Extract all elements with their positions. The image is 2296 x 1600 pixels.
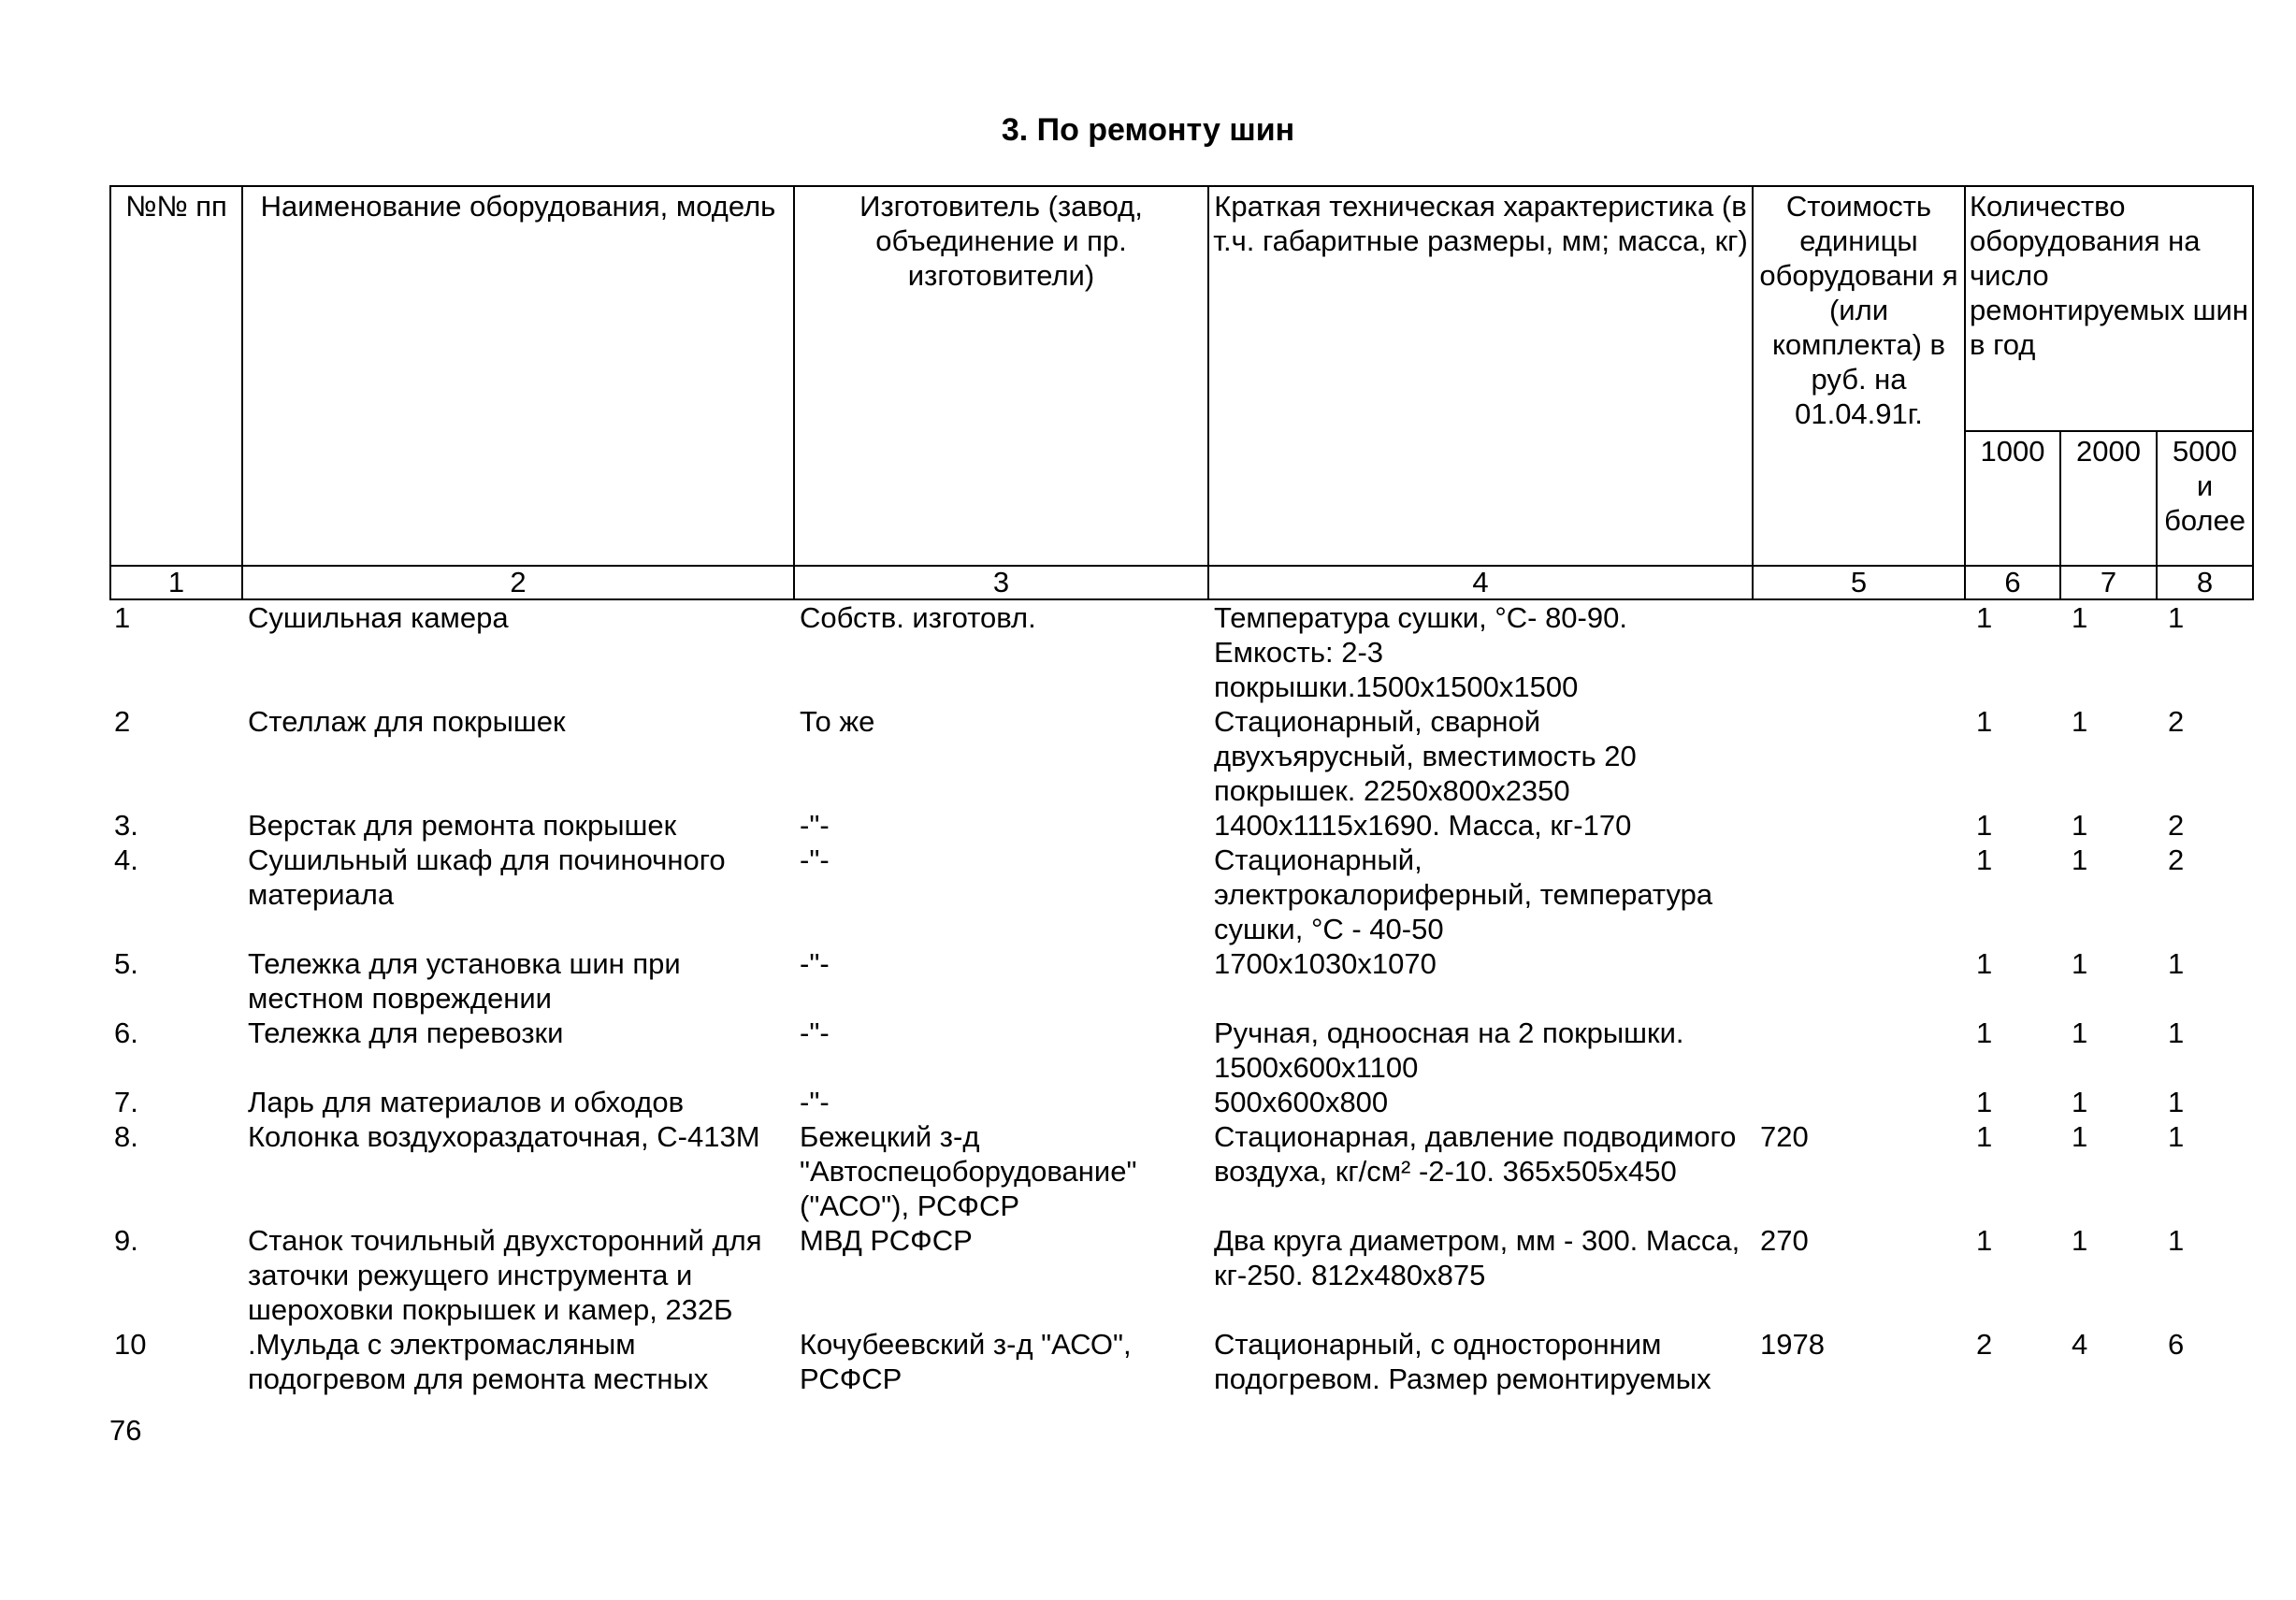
specification: Стационарный, с односторонним подогревом. Размер ремонтируемых [1214, 1328, 1711, 1395]
table-row [110, 1085, 2253, 1119]
equipment-name: Колонка воздухораздаточная, С-413М [248, 1120, 760, 1153]
column-number: 5 [1753, 566, 1965, 599]
equipment-name: Сушильная камера [248, 601, 509, 634]
unit-cost: 720 [1760, 1120, 1809, 1153]
column-number: 3 [794, 566, 1208, 599]
qty-1000: 1 [1976, 601, 1993, 634]
row-number: 5. [114, 947, 138, 980]
qty-5000: 6 [2168, 1328, 2185, 1361]
unit-cost [1753, 704, 1965, 808]
column-number: 4 [1208, 566, 1753, 599]
qty-2000: 1 [2072, 843, 2088, 876]
row-number: 10 [114, 1328, 147, 1361]
manufacturer: То же [800, 705, 875, 738]
specification: Температура сушки, °C- 80-90. Емкость: 2-3 покрышки.1500x1500x1500 [1214, 601, 1627, 703]
header-qty-2000: 2000 [2060, 431, 2157, 566]
qty-5000: 2 [2168, 843, 2185, 876]
header-row [110, 186, 2253, 431]
qty-5000: 1 [2168, 601, 2185, 634]
table-row [110, 946, 2253, 1016]
header-maker: Изготовитель (завод, объединение и пр. изготовители) [794, 186, 1208, 566]
unit-cost [1753, 599, 1965, 704]
manufacturer: МВД РСФСР [800, 1224, 973, 1257]
row-number: 3. [114, 809, 138, 842]
equipment-name: Сушильный шкаф для починочного материала [248, 843, 726, 911]
equipment-name: .Мульда с электромасляным подогревом для ремонта местных [248, 1328, 709, 1395]
qty-1000: 2 [1976, 1328, 1993, 1361]
equipment-name: Станок точильный двухсторонний для заточки режущего инструмента и шероховки покрышек и камер, 232Б [248, 1224, 762, 1326]
qty-2000: 1 [2072, 1086, 2088, 1118]
manufacturer: -"- [800, 947, 830, 980]
table-body [110, 599, 2253, 1396]
manufacturer: Бежецкий з-д "Автоспецоборудование" ("АСО"), РСФСР [800, 1120, 1137, 1222]
qty-5000: 1 [2168, 1086, 2185, 1118]
unit-cost [1753, 843, 1965, 946]
section-title: 3. По ремонту шин [1001, 112, 1295, 148]
unit-cost [1753, 1016, 1965, 1085]
unit-cost [1753, 946, 1965, 1016]
qty-2000: 1 [2072, 809, 2088, 842]
table-row [110, 1223, 2253, 1327]
qty-5000: 1 [2168, 1016, 2185, 1049]
table-row [110, 704, 2253, 808]
unit-cost [1753, 1085, 1965, 1119]
specification: 1400x1115x1690. Масса, кг-170 [1214, 809, 1632, 842]
qty-2000: 1 [2072, 601, 2088, 634]
table-row [110, 843, 2253, 946]
row-number: 4. [114, 843, 138, 876]
header-qty-1000: 1000 [1965, 431, 2060, 566]
qty-2000: 1 [2072, 1016, 2088, 1049]
specification: Стационарная, давление подводимого воздуха, кг/см² -2-10. 365x505x450 [1214, 1120, 1737, 1188]
page-number: 76 [109, 1414, 142, 1447]
qty-1000: 1 [1976, 947, 1993, 980]
column-number-row [110, 566, 2253, 599]
qty-2000: 1 [2072, 947, 2088, 980]
equipment-name: Ларь для материалов и обходов [248, 1086, 685, 1118]
qty-2000: 1 [2072, 1120, 2088, 1153]
qty-5000: 1 [2168, 1224, 2185, 1257]
equipment-name: Верстак для ремонта покрышек [248, 809, 677, 842]
qty-5000: 2 [2168, 705, 2185, 738]
equipment-table [109, 185, 2254, 1396]
manufacturer: Собств. изготовл. [800, 601, 1036, 634]
table-row [110, 1327, 2253, 1396]
manufacturer: -"- [800, 843, 830, 876]
qty-1000: 1 [1976, 705, 1993, 738]
header-number: №№ пп [110, 186, 242, 566]
specification: Стационарный, сварной двухъярусный, вместимость 20 покрышек. 2250x800x2350 [1214, 705, 1637, 807]
specification: 1700x1030x1070 [1214, 947, 1437, 980]
header-quantity: Количество оборудования на число ремонтируемых шин в год [1965, 186, 2253, 431]
qty-1000: 1 [1976, 1224, 1993, 1257]
qty-5000: 2 [2168, 809, 2185, 842]
row-number: 9. [114, 1224, 138, 1257]
header-spec: Краткая техническая характеристика (в т.ч. габаритные размеры, мм; масса, кг) [1208, 186, 1753, 566]
specification: Два круга диаметром, мм - 300. Масса, кг-250. 812x480x875 [1214, 1224, 1740, 1291]
qty-1000: 1 [1976, 809, 1993, 842]
row-number: 6. [114, 1016, 138, 1049]
manufacturer: Кочубеевский з-д "АСО", РСФСР [800, 1328, 1132, 1395]
manufacturer: -"- [800, 1016, 830, 1049]
column-number: 8 [2157, 566, 2253, 599]
row-number: 8. [114, 1120, 138, 1153]
equipment-name: Тележка для перевозки [248, 1016, 564, 1049]
manufacturer: -"- [800, 809, 830, 842]
specification: Стационарный, электрокалориферный, температура сушки, °C - 40-50 [1214, 843, 1713, 945]
qty-2000: 4 [2072, 1328, 2088, 1361]
table-row [110, 1119, 2253, 1223]
row-number: 7. [114, 1086, 138, 1118]
equipment-name: Тележка для установка шин при местном повреждении [248, 947, 681, 1015]
unit-cost: 270 [1760, 1224, 1809, 1257]
qty-1000: 1 [1976, 1120, 1993, 1153]
qty-1000: 1 [1976, 1086, 1993, 1118]
unit-cost [1753, 808, 1965, 843]
column-number: 7 [2060, 566, 2157, 599]
header-qty-5000: 5000 и более [2157, 431, 2253, 566]
manufacturer: -"- [800, 1086, 830, 1118]
qty-2000: 1 [2072, 705, 2088, 738]
table-row [110, 599, 2253, 704]
table-row [110, 1016, 2253, 1085]
qty-2000: 1 [2072, 1224, 2088, 1257]
row-number: 1 [114, 601, 131, 634]
specification: Ручная, одноосная на 2 покрышки. 1500x600x1100 [1214, 1016, 1684, 1084]
equipment-name: Стеллаж для покрышек [248, 705, 566, 738]
header-cost: Стоимость единицы оборудовани я (или комплекта) в руб. на 01.04.91г. [1753, 186, 1965, 566]
unit-cost: 1978 [1760, 1328, 1825, 1361]
header-name: Наименование оборудования, модель [242, 186, 794, 566]
specification: 500x600x800 [1214, 1086, 1389, 1118]
qty-5000: 1 [2168, 1120, 2185, 1153]
qty-1000: 1 [1976, 1016, 1993, 1049]
qty-1000: 1 [1976, 843, 1993, 876]
table-row [110, 808, 2253, 843]
column-number: 6 [1965, 566, 2060, 599]
row-number: 2 [114, 705, 131, 738]
column-number: 1 [110, 566, 242, 599]
qty-5000: 1 [2168, 947, 2185, 980]
column-number: 2 [242, 566, 794, 599]
